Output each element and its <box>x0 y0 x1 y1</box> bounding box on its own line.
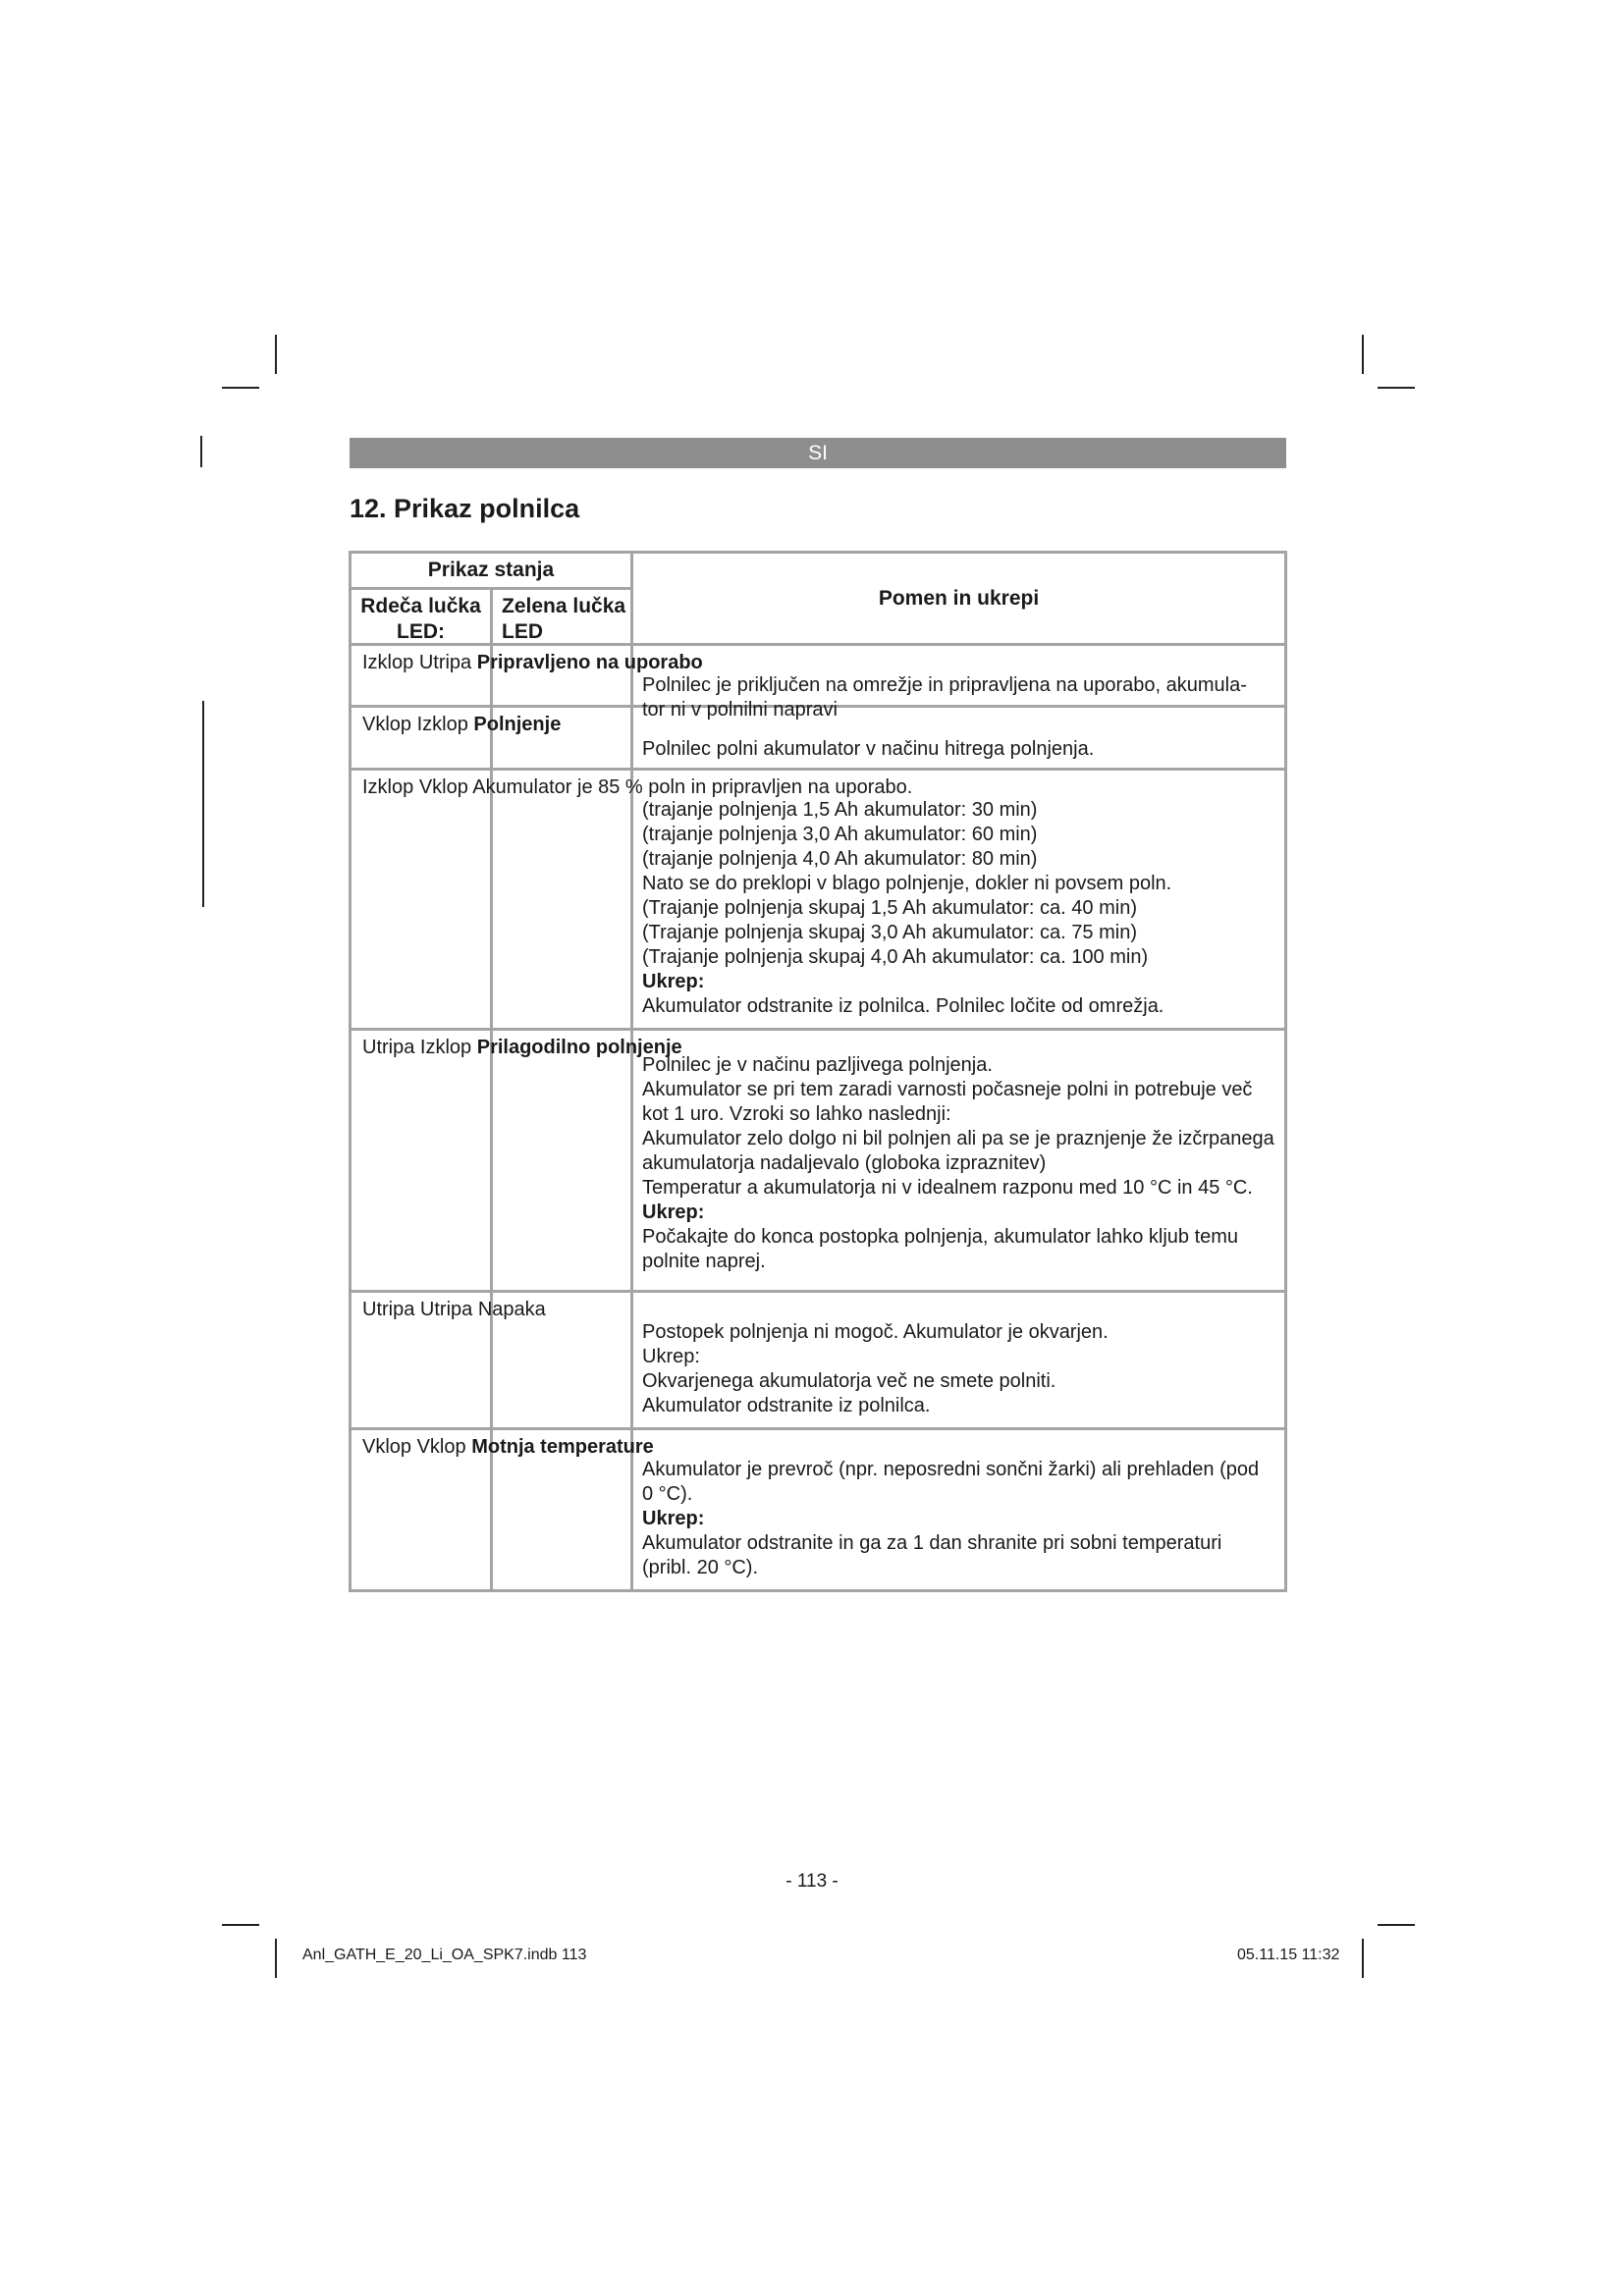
crop-mark <box>1362 335 1364 374</box>
red-led-state: Vklop <box>362 714 412 735</box>
table-row <box>349 708 1287 771</box>
crop-mark <box>202 701 204 907</box>
status-line <box>362 651 703 675</box>
description-line: (Trajanje polnjenja skupaj 4,0 Ah akumulator: ca. 100 min) <box>642 946 1149 968</box>
table-header <box>349 551 1287 646</box>
table-row <box>349 646 1287 721</box>
crop-mark <box>222 1924 259 1926</box>
red-led-state: Vklop <box>362 1436 412 1458</box>
footer-date: 05.11.15 11:32 <box>1237 1947 1340 1963</box>
red-led-state: Utripa <box>362 1037 415 1058</box>
green-led-header: Zelena lučka LED <box>502 595 626 643</box>
red-led-state: Izklop <box>362 776 414 798</box>
description-line: Polnilec polni akumulator v načinu hitrega polnjenja. <box>642 738 1095 760</box>
description-line: Akumulator zelo dolgo ni bil polnjen ali pa se je praznjenje že izčrpanega akumulatorja nadaljevalo (globoka izpraznitev) <box>642 1128 1274 1174</box>
description-line: tor ni v polnilni napravi <box>642 699 838 721</box>
status-line <box>362 713 561 737</box>
red-led-state: Izklop <box>362 652 414 673</box>
red-led-state: Utripa <box>362 1299 415 1320</box>
description-line: Akumulator odstranite iz polnilca. <box>642 1395 931 1416</box>
status-line <box>362 775 912 800</box>
status-table <box>349 551 1287 1592</box>
meaning-header: Pomen in ukrepi <box>878 586 1040 610</box>
green-led-state: Utripa <box>418 652 472 673</box>
green-led-state: Vklop <box>416 1436 466 1458</box>
action-label: Ukrep: <box>642 971 705 992</box>
status-line <box>362 1298 546 1322</box>
description-line: (trajanje polnjenja 3,0 Ah akumulator: 60 min) <box>642 824 1038 845</box>
status-line <box>362 1036 682 1060</box>
status-line <box>362 1435 654 1460</box>
table-row <box>349 1293 1287 1430</box>
table-row <box>349 1031 1287 1293</box>
description-line: Akumulator se pri tem zaradi varnosti počasneje polni in potrebuje več kot 1 uro. Vzroki so lahko naslednji: <box>642 1079 1253 1125</box>
action-text: Akumulator odstranite iz polnilca. Polnilec ločite od omrežja. <box>642 995 1164 1017</box>
crop-mark <box>275 1939 277 1978</box>
crop-mark <box>200 436 202 467</box>
table-row <box>349 1430 1287 1592</box>
green-led-state: Izklop <box>416 714 468 735</box>
crop-mark <box>1378 1924 1415 1926</box>
description-line: (trajanje polnjenja 4,0 Ah akumulator: 80 min) <box>642 848 1038 870</box>
crop-mark <box>1378 387 1415 389</box>
action-label: Ukrep: <box>642 1508 705 1529</box>
description-line: Polnilec je v načinu pazljivega polnjenja. <box>642 1054 993 1076</box>
description-line: Okvarjenega akumulatorja več ne smete polniti. <box>642 1370 1056 1392</box>
description-line: Ukrep: <box>642 1346 700 1367</box>
description-line: Polnilec je priključen na omrežje in pripravljena na uporabo, akumula- <box>642 674 1247 696</box>
status-title: Akumulator je 85 % poln in pripravljen na uporabo. <box>472 776 913 798</box>
description-line: Akumulator je prevroč (npr. neposredni sončni žarki) ali prehladen (pod 0 °C). <box>642 1459 1260 1505</box>
description-line: Nato se do preklopi v blago polnjenje, dokler ni povsem poln. <box>642 873 1172 894</box>
table-row <box>349 771 1287 1031</box>
description-line: Temperatur a akumulatorja ni v idealnem razponu med 10 °C in 45 °C. <box>642 1177 1253 1199</box>
footer-file-info: Anl_GATH_E_20_Li_OA_SPK7.indb 113 <box>302 1947 587 1963</box>
description-line: (trajanje polnjenja 1,5 Ah akumulator: 30 min) <box>642 799 1038 821</box>
green-led-state: Izklop <box>419 1037 472 1058</box>
page-number: - 113 - <box>785 1871 839 1892</box>
status-title: Pripravljeno na uporabo <box>476 652 703 673</box>
status-title: Motnja temperature <box>471 1436 654 1458</box>
action-label: Ukrep: <box>642 1201 705 1223</box>
crop-mark <box>1362 1939 1364 1978</box>
green-led-state: Vklop <box>418 776 468 798</box>
action-text: Počakajte do konca postopka polnjenja, akumulator lahko kljub temu polnite naprej. <box>642 1226 1239 1272</box>
red-led-header: Rdeča lučka LED: <box>352 590 493 645</box>
green-led-state: Utripa <box>419 1299 473 1320</box>
description-line: Postopek polnjenja ni mogoč. Akumulator je okvarjen. <box>642 1321 1109 1343</box>
status-title: Polnjenje <box>473 714 562 735</box>
description-line: (Trajanje polnjenja skupaj 3,0 Ah akumulator: ca. 75 min) <box>642 922 1137 943</box>
language-bar: SI <box>350 438 1286 468</box>
status-title: Prilagodilno polnjenje <box>476 1037 682 1058</box>
status-header: Prikaz stanja <box>352 554 630 590</box>
status-title: Napaka <box>477 1299 546 1320</box>
description-line: (Trajanje polnjenja skupaj 1,5 Ah akumulator: ca. 40 min) <box>642 897 1137 919</box>
section-title: 12. Prikaz polnilca <box>350 494 580 523</box>
crop-mark <box>222 387 259 389</box>
action-text: Akumulator odstranite in ga za 1 dan shranite pri sobni temperaturi (pribl. 20 °C). <box>642 1532 1222 1578</box>
crop-mark <box>275 335 277 374</box>
